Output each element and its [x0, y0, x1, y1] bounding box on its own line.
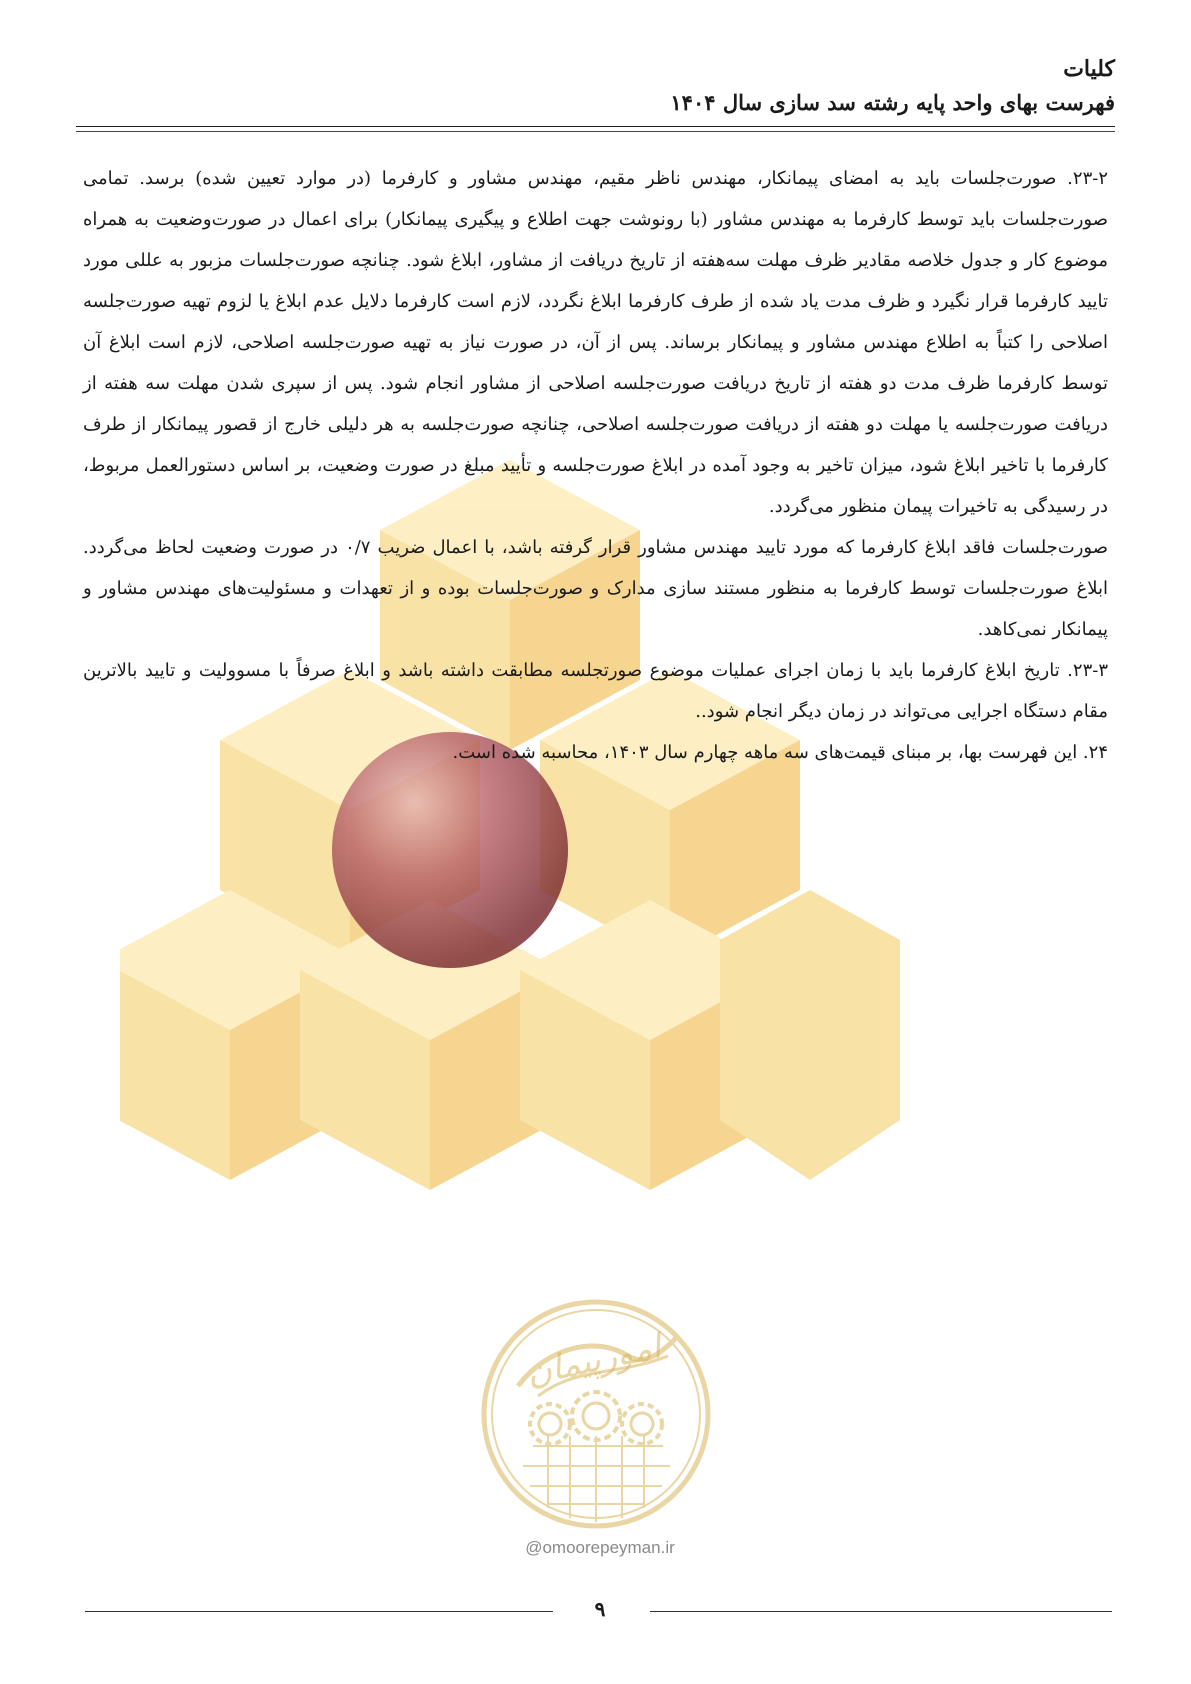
seal-url: @omoorepeyman.ir: [525, 1538, 675, 1557]
page-header: [76, 52, 1115, 120]
page-number: ۹: [594, 1597, 606, 1621]
header-rule-thick: [76, 126, 1115, 127]
seal-logo-text: امورپیمان: [522, 1326, 665, 1394]
paragraph-unnotified-minutes: صورت‌جلسات فاقد ابلاغ کارفرما که مورد تایید مهندس مشاور قرار گرفته باشد، با اعمال ضریب ۰/۷ در صورت وضعیت لحاظ می‌گردد. ابلاغ صورت‌جلسات توسط کارفرما به منظور مستند سازی مدارک و صورت‌جلسات بوده و از تعهدات و مسئولیت‌های مهندس مشاور و پیمانکار نمی‌کاهد.: [83, 537, 1108, 640]
paragraph-23-3: ۲۳-۳. تاریخ ابلاغ کارفرما باید با زمان اجرای عملیات موضوع صورتجلسه مطابقت داشته باشد و ابلاغ صرفاً با مسوولیت و تایید بالاترین مقام دستگاه اجرایی می‌تواند در زمان دیگر انجام شود..: [83, 660, 1108, 722]
section-title: کلیات: [1063, 56, 1115, 82]
paragraph-24: ۲۴. این فهرست بها، بر مبنای قیمت‌های سه ماهه چهارم سال ۱۴۰۳، محاسبه شده است.: [452, 742, 1108, 763]
omoor-peyman-seal-logo: [478, 1296, 714, 1532]
footer-rule-left: [85, 1611, 553, 1612]
document-body: [83, 158, 1108, 773]
header-rule-thin: [76, 131, 1115, 132]
footer-rule-right: [650, 1611, 1112, 1612]
document-title: فهرست بهای واحد پایه رشته سد سازی سال ۱۴۰۴: [670, 90, 1115, 115]
paragraph-23-2: ۲۳-۲. صورت‌جلسات باید به امضای پیمانکار، مهندس ناظر مقیم، مهندس مشاور و کارفرما (در موارد تعیین شده) برسد. تمامی صورت‌جلسات باید توسط کارفرما به مهندس مشاور (با رونوشت جهت اطلاع و پیگیری پیمانکار) برای اعمال در صورت‌وضعیت به همراه موضوع کار و جدول خلاصه مقادیر ظرف مهلت سه‌هفته از تاریخ دریافت از مشاور، ابلاغ شود. چنانچه صورت‌جلسات مزبور به عللی مورد تایید کارفرما قرار نگیرد و ظرف مدت یاد شده از طرف کارفرما ابلاغ نگردد، لازم است کارفرما دلایل عدم ابلاغ یا لزوم تهیه صورت‌جلسه اصلاحی را کتباً به اطلاع مهندس مشاور و پیمانکار برساند. پس از آن، در صورت نیاز به تهیه صورت‌جلسه اصلاحی، لازم است ابلاغ آن توسط کارفرما ظرف مدت دو هفته از تاریخ دریافت صورت‌جلسه اصلاحی از مشاور انجام شود. پس از سپری شدن مهلت سه هفته از دریافت صورت‌جلسه یا مهلت دو هفته از دریافت صورت‌جلسه اصلاحی، چنانچه صورت‌جلسه به هر دلیلی خارج از قصور پیمانکار از طرف کارفرما با تاخیر ابلاغ شود، میزان تاخیر به وجود آمده در ابلاغ صورت‌جلسه و تأیید مبلغ در صورت وضعیت، بر اساس دستورالعمل مربوط، در رسیدگی به تاخیرات پیمان منظور می‌گردد.: [83, 168, 1108, 517]
